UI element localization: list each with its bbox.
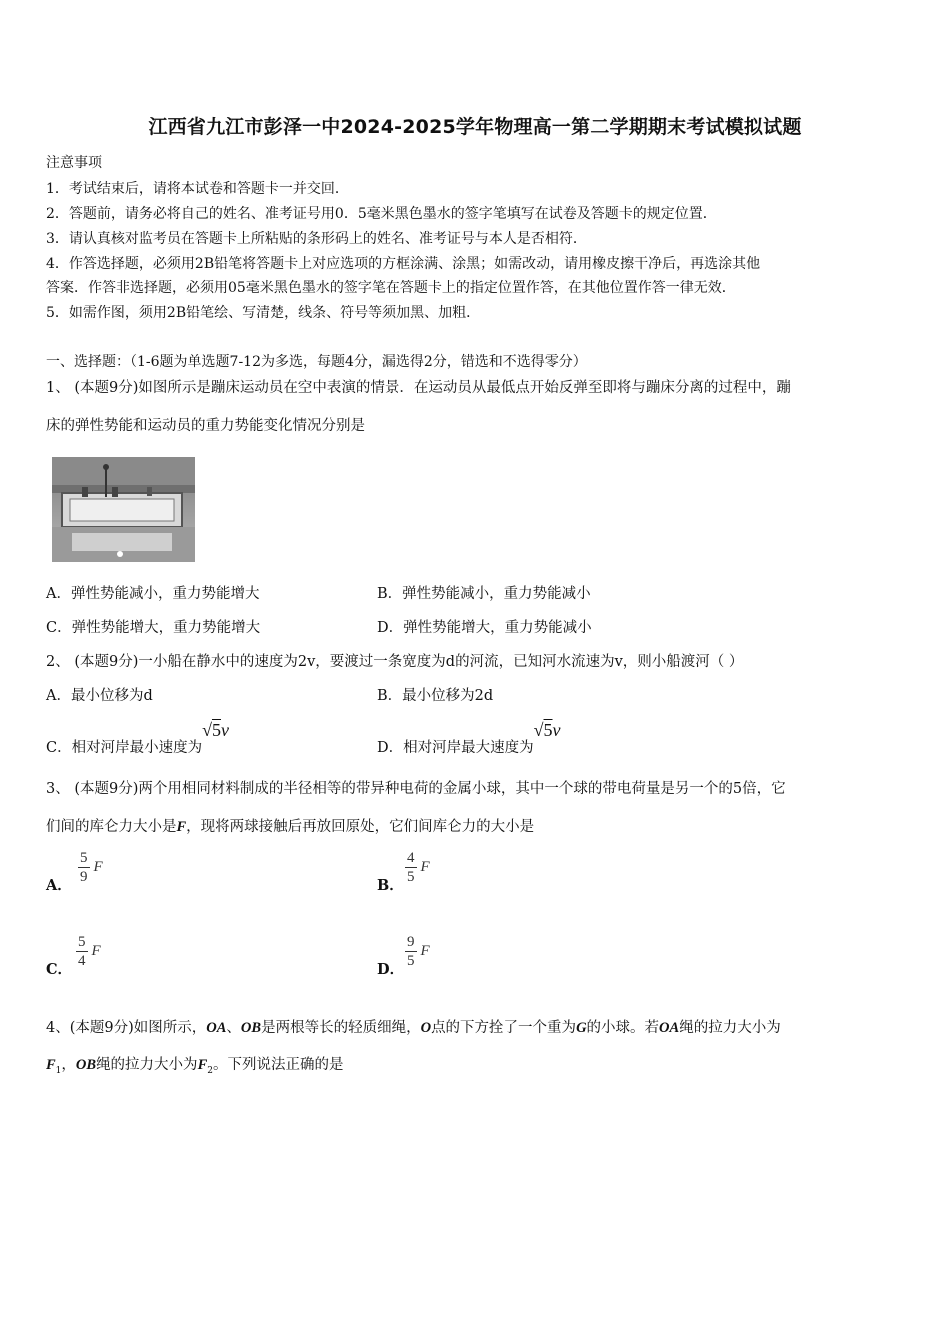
notes-heading: 注意事项 <box>46 155 102 171</box>
q3-stem-line2: 们间的库仑力大小是F，现将两球接触后再放回原处，它们间库仑力的大小是 <box>46 819 535 835</box>
sqrt-5v-formula: √5v <box>533 720 561 740</box>
note-item: 2．答题前，请务必将自己的姓名、准考证号用0．5毫米黑色墨水的签字笔填写在试卷及答题卡的规定位置． <box>46 206 717 222</box>
q2-option-d-text: D．相对河岸最大速度为 <box>377 740 534 756</box>
q3-option-a-label[interactable]: A． <box>46 877 72 894</box>
q4-stem-line1: 4、(本题9分)如图所示，OA、OB是两根等长的轻质细绳，O点的下方拴了一个重为G的小球。若OA绳的拉力大小为 <box>46 1020 781 1036</box>
note-item: 5．如需作图，须用2B铅笔绘、写清楚，线条、符号等须加黑、加粗． <box>46 305 481 321</box>
note-item: 1．考试结束后，请将本试卷和答题卡一并交回． <box>46 181 349 197</box>
q1-option-c[interactable]: C．弹性势能增大，重力势能增大 <box>46 620 261 636</box>
page-title: 江西省九江市彭泽一中2024-2025学年物理高一第二学期期末考试模拟试题 <box>148 116 802 138</box>
q2-stem: 2、 (本题9分)一小船在静水中的速度为2v，要渡过一条宽度为d的河流，已知河水流速为v，则小船渡河（ ） <box>46 654 744 670</box>
note-item: 3．请认真核对监考员在答题卡上所粘贴的条形码上的姓名、准考证号与本人是否相符． <box>46 231 587 247</box>
q3-option-b-fraction[interactable]: $\frac{4}{5}$ F <box>407 850 430 885</box>
q2-option-a[interactable]: A．最小位移为d <box>46 688 153 704</box>
q3-option-a-fraction[interactable]: $\frac{5}{9}$ F <box>80 850 103 885</box>
q3-option-c-label[interactable]: C． <box>46 961 73 978</box>
q1-option-a[interactable]: A．弹性势能减小，重力势能增大 <box>46 586 260 602</box>
sqrt-5v-formula: √5v <box>202 720 229 740</box>
q1-stem-line1: 1、 (本题9分)如图所示是蹦床运动员在空中表演的情景．在运动员从最低点开始反弹至即将与蹦床分离的过程中，蹦 <box>46 380 791 396</box>
q3-option-c-fraction[interactable]: $\frac{5}{4}$ F <box>78 934 101 969</box>
q2-option-c-text: C．相对河岸最小速度为 <box>46 740 203 756</box>
q2-option-d[interactable] <box>377 720 561 757</box>
section-header: 一、选择题：（1-6题为单选题7-12为多选，每题4分，漏选得2分，错选和不选得零分） <box>46 354 587 370</box>
note-item: 4．作答选择题，必须用2B铅笔将答题卡上对应选项的方框涂满、涂黑；如需改动，请用橡皮擦干净后，再选涂其他 <box>46 256 761 272</box>
q4-stem-line2: $F_1$，OB绳的拉力大小为$F_2$。下列说法正确的是 <box>46 1057 344 1076</box>
q3-option-b-label[interactable]: B． <box>377 877 404 894</box>
q2-option-c[interactable] <box>46 720 229 757</box>
q1-option-d[interactable]: D．弹性势能增大，重力势能减小 <box>377 620 592 636</box>
q2-option-b[interactable]: B．最小位移为2d <box>377 688 494 704</box>
q3-option-d-label[interactable]: D． <box>377 961 405 978</box>
trampoline-photo <box>52 457 195 562</box>
q1-option-b[interactable]: B．弹性势能减小，重力势能减小 <box>377 586 591 602</box>
note-item: 答案．作答非选择题，必须用05毫米黑色墨水的签字笔在答题卡上的指定位置作答，在其他位置作答一律无效． <box>46 280 736 296</box>
q3-stem-line1: 3、 (本题9分)两个用相同材料制成的半径相等的带异种电荷的金属小球，其中一个球的带电荷量是另一个的5倍，它 <box>46 781 786 797</box>
q3-option-d-fraction[interactable]: $\frac{9}{5}$ F <box>407 934 430 969</box>
q1-stem-line2: 床的弹性势能和运动员的重力势能变化情况分别是 <box>46 418 365 434</box>
